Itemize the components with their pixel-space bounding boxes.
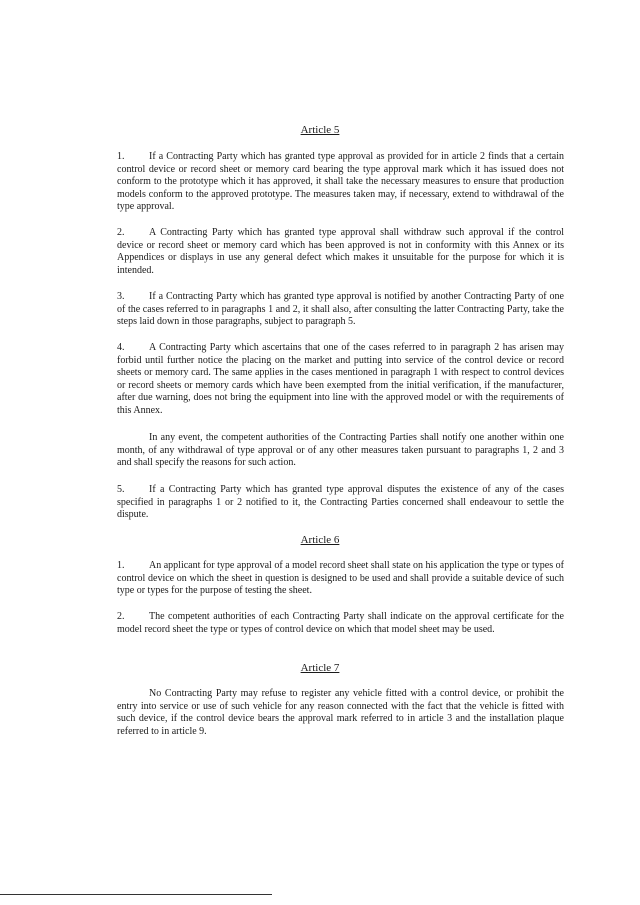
article-6-paragraph-1	[117, 560, 564, 598]
paragraph-number: 3.	[117, 291, 125, 302]
paragraph-text: An applicant for type approval of a model record sheet shall state on his application the type or types of control device on which the sheet in question is designed to be used and shall provide a suitable device of such type or types for the purpose of testing the sheet.	[117, 560, 564, 596]
paragraph-text: A Contracting Party which has granted type approval shall withdraw such approval if the control device or record sheet or memory card which has been approved is not in conformity with this Annex or its Appendices or displays in use any general defect which makes it unsuitable for the purpose for which it is intended.	[117, 227, 564, 276]
article-5-paragraph-1	[117, 151, 564, 214]
article-5-paragraph-5	[117, 484, 564, 522]
paragraph-text: If a Contracting Party which has granted type approval is notified by another Contracting Party of one of the cases referred to in paragraphs 1 and 2, it shall also, after consulting the latter Contracting Party, take the steps laid down in those paragraphs, subject to paragraph 5.	[117, 291, 564, 327]
article-5-heading: Article 5	[300, 124, 340, 136]
article-7-heading: Article 7	[300, 662, 340, 674]
paragraph-number: 1.	[117, 560, 125, 571]
paragraph-number: 2.	[117, 227, 125, 238]
paragraph-number: 1.	[117, 151, 125, 162]
footnote-divider	[0, 894, 272, 895]
paragraph-number: 2.	[117, 611, 125, 622]
article-5-paragraph-2	[117, 227, 564, 277]
paragraph-text: In any event, the competent authorities of the Contracting Parties shall notify one another within one month, of any withdrawal of type approval or of any other measures taken pursuant to paragraphs 1, 2 and 3 and shall specify the reasons for such action.	[117, 432, 564, 468]
paragraph-number: 5.	[117, 484, 125, 495]
article-6-heading: Article 6	[300, 534, 340, 546]
article-7-paragraph-1	[117, 688, 564, 738]
paragraph-number: 4.	[117, 342, 125, 353]
paragraph-text: The competent authorities of each Contracting Party shall indicate on the approval certificate for the model record sheet the type or types of control device on which that model sheet may be used.	[117, 611, 564, 635]
article-5-paragraph-3	[117, 291, 564, 329]
paragraph-text: If a Contracting Party which has granted type approval disputes the existence of any of the cases specified in paragraphs 1 or 2 notified to it, the Contracting Parties concerned shall endeavour to settle the dispute.	[117, 484, 564, 520]
paragraph-text: No Contracting Party may refuse to register any vehicle fitted with a control device, or prohibit the entry into service or use of such vehicle for any reason connected with the fact that the vehicle is fitted with such device, if the control device bears the approval mark referred to in article 3 and the installation plaque referred to in article 9.	[117, 688, 564, 737]
paragraph-text: If a Contracting Party which has granted type approval as provided for in article 2 finds that a certain control device or record sheet or memory card bearing the type approval mark which it has issued does not conform to the prototype which it has approved, it shall take the necessary measures to ensure that production models conform to the approved prototype. The measures taken may, if necessary, extend to withdrawal of the type approval.	[117, 151, 564, 212]
article-5-paragraph-4	[117, 342, 564, 417]
paragraph-text: A Contracting Party which ascertains that one of the cases referred to in paragraph 2 has arisen may forbid until further notice the placing on the market and putting into service of the control device or record sheets or memory card. The same applies in the cases mentioned in paragraph 1 with respect to control devices or record sheets or memory cards which have been exempted from the initial verification, if the manufacturer, after due warning, does not bring the equipment into line with the approved model or with the requirements of this Annex.	[117, 342, 564, 416]
article-5-paragraph-4-continued	[117, 432, 564, 470]
article-6-paragraph-2	[117, 611, 564, 636]
